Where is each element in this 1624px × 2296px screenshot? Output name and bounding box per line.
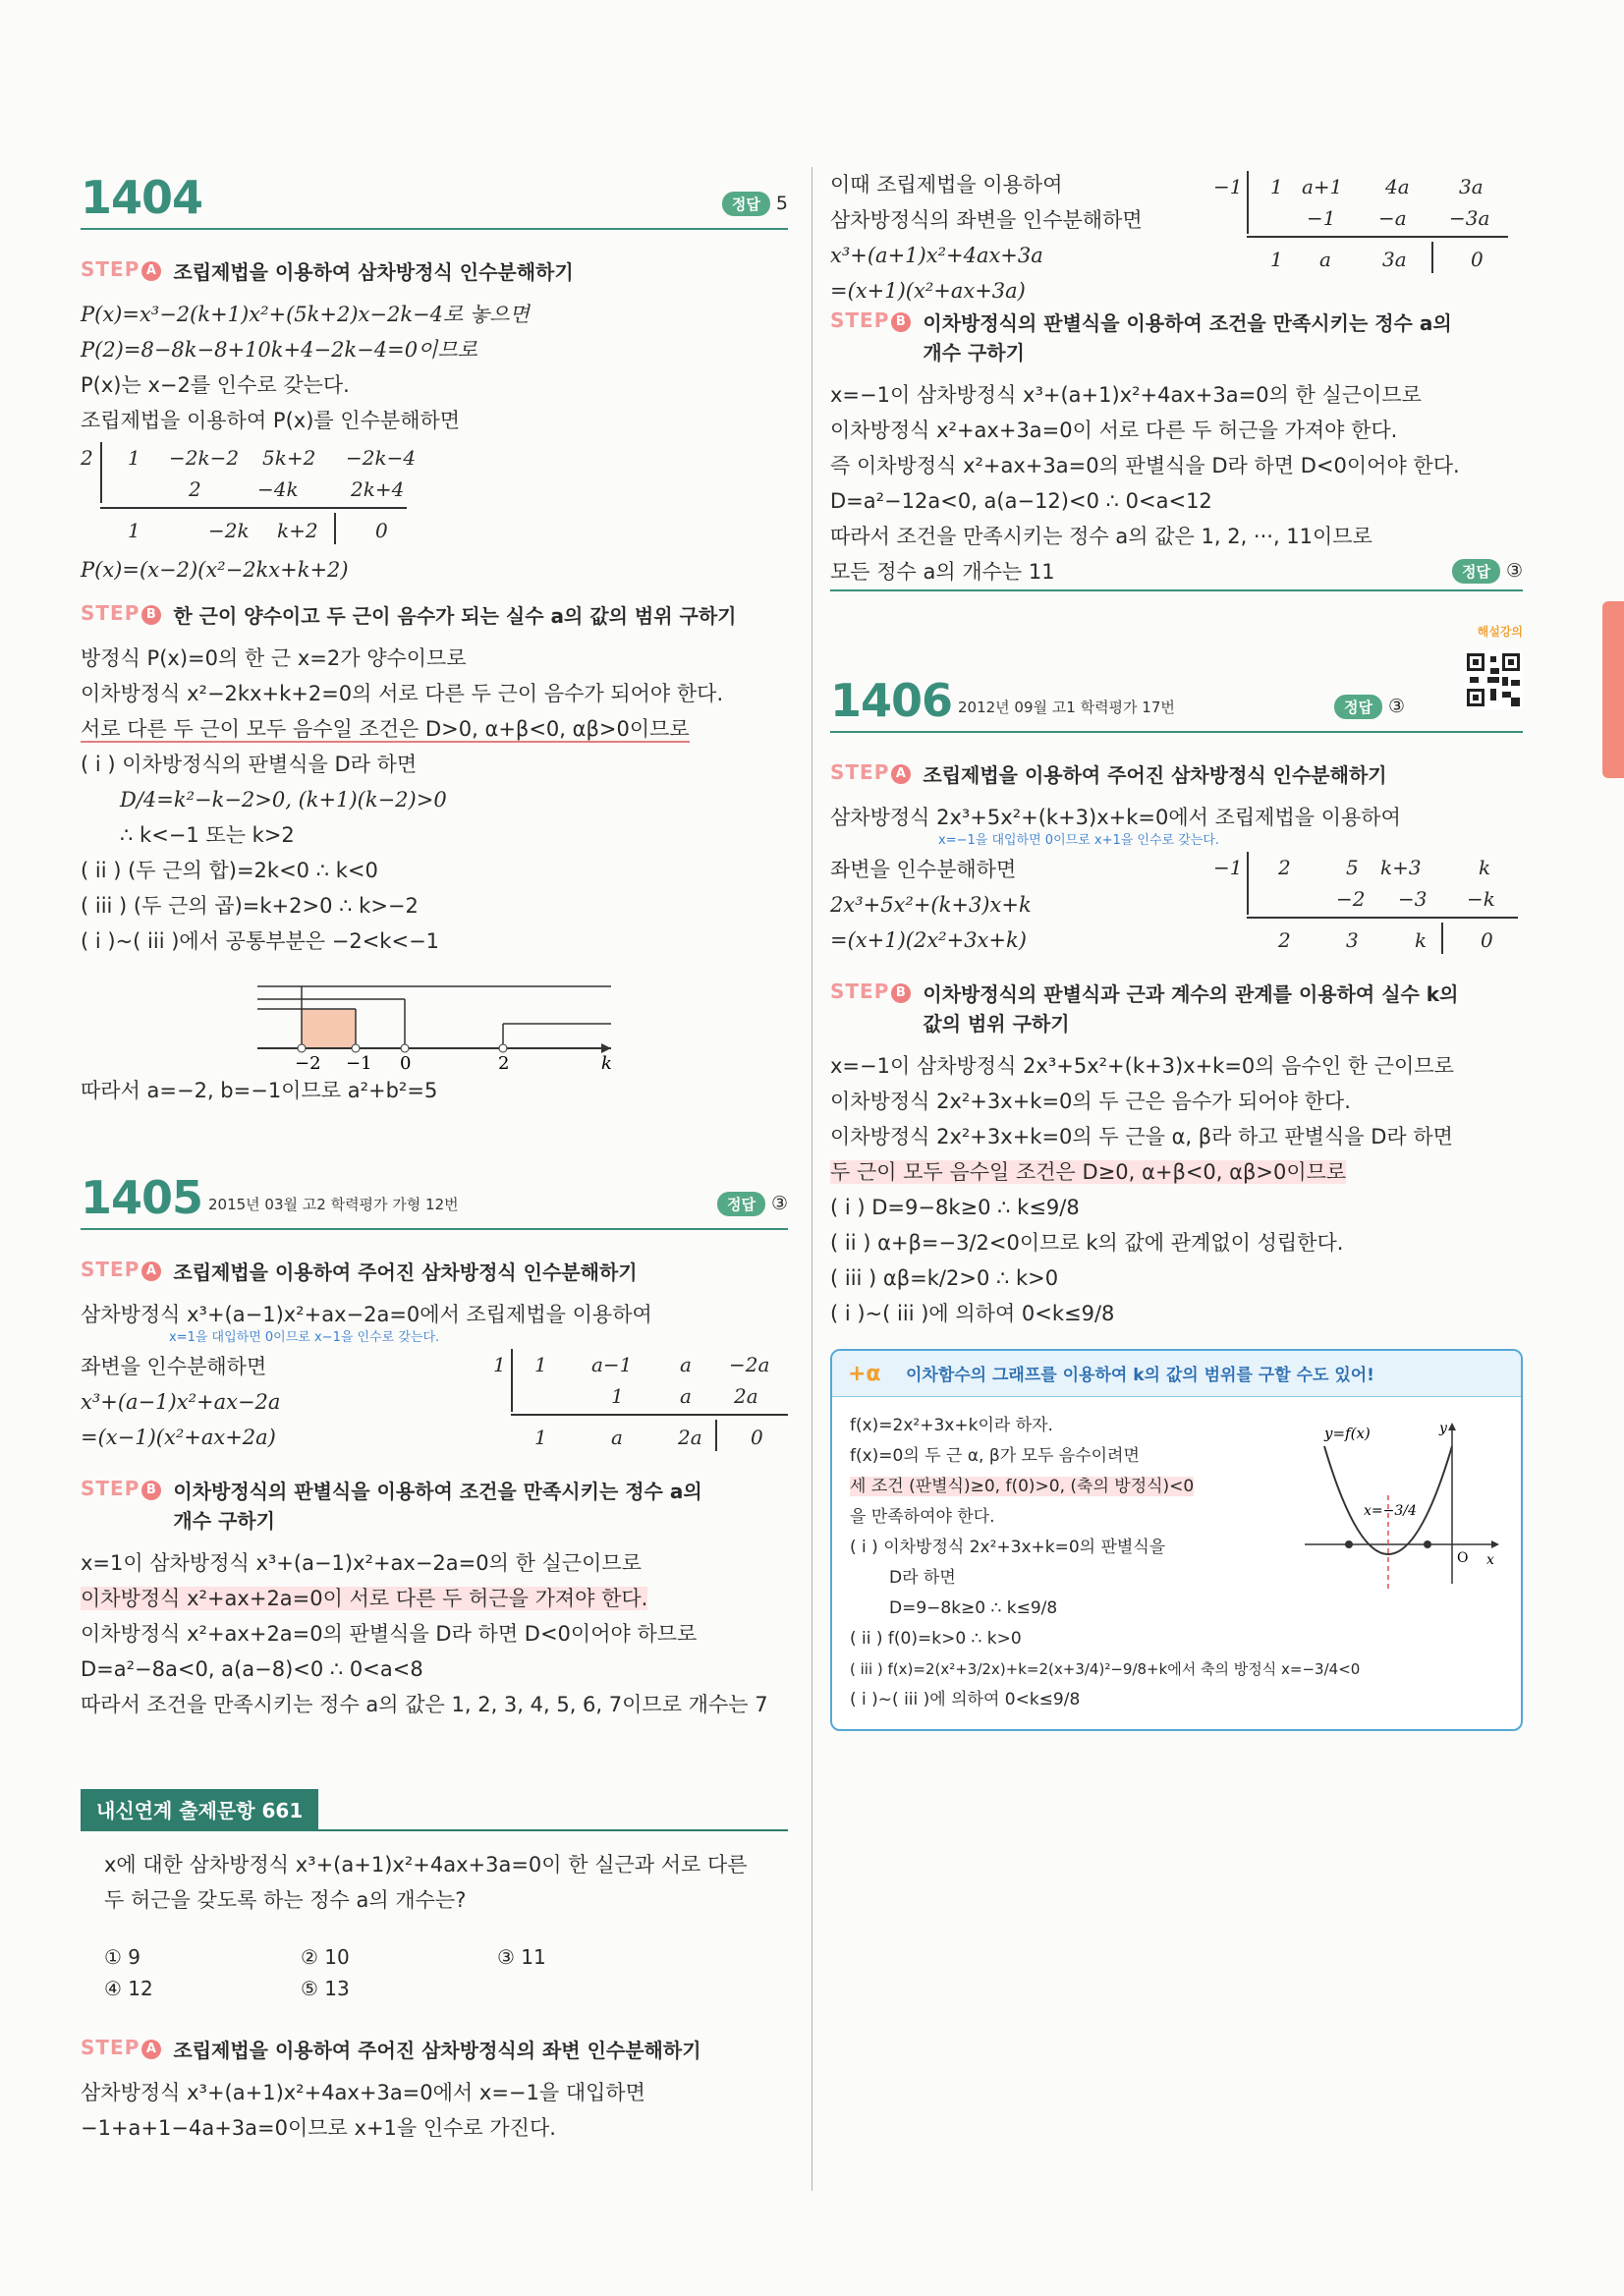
syn-cell: 5	[1346, 856, 1359, 879]
answer: 정답 ③	[1334, 695, 1405, 719]
factor-block	[81, 1349, 788, 1457]
parabola-graph	[1305, 1417, 1501, 1594]
problem-source: 2012년 09월 고1 학력평가 17번	[958, 699, 1175, 716]
step-title: 조립제법을 이용하여 주어진 삼차방정식 인수분해하기	[173, 1260, 638, 1284]
text-line: 따라서 조건을 만족시키는 정수 a의 값은 1, 2, 3, 4, 5, 6, 7이므로 개수는 7	[81, 1693, 768, 1716]
problem-source: 2015년 03월 고2 학력평가 가형 12번	[208, 1196, 459, 1213]
step-title: 이차방정식의 판별식과 근과 계수의 관계를 이용하여 실수 k의 값의 범위 구하기	[923, 982, 1459, 1036]
choice: ④ 12	[104, 1977, 153, 2000]
problem-number: 1406	[830, 674, 953, 727]
synthetic-division	[1213, 852, 1518, 960]
text-line: D라 하면	[889, 1568, 956, 1588]
text-line: 을 만족하여야 한다.	[850, 1507, 995, 1527]
text-line: D/4=k²−k−2>0, (k+1)(k−2)>0	[120, 788, 447, 812]
text-line: ( i ) D=9−8k≥0 ∴ k≤9/8	[830, 1196, 1080, 1219]
syn-root: −1	[1213, 856, 1243, 879]
step-a	[81, 1258, 788, 1287]
syn-root: −1	[1213, 175, 1243, 198]
step-b	[830, 308, 1523, 367]
text-line: 이차방정식 x²+ax+2a=0의 판별식을 D라 하면 D<0이어야 하므로	[81, 1622, 698, 1646]
text-line: =(x−1)(x²+ax+2a)	[81, 1426, 276, 1449]
text-line: ∴ k<−1 또는 k>2	[120, 823, 295, 847]
step-tag: STEP B	[81, 1477, 161, 1500]
step-tag: STEP B	[830, 980, 911, 1003]
syn-cell: 0	[1471, 248, 1484, 271]
left-column	[81, 157, 788, 2146]
step-a	[81, 2036, 788, 2065]
step-tag: STEP A	[830, 760, 911, 784]
text-line: D=9−8k≥0 ∴ k≤9/8	[889, 1598, 1058, 1618]
syn-cell: a	[680, 1353, 692, 1376]
syn-cell: −2k−4	[346, 446, 417, 470]
step-tag: STEP A	[81, 2036, 161, 2059]
text-line: P(2)=8−8k−8+10k+4−2k−4=0이므로	[81, 338, 477, 362]
syn-cell: a+1	[1302, 175, 1343, 198]
syn-cell: −k	[1467, 887, 1495, 911]
step-a	[830, 760, 1523, 790]
plus-alpha-body	[832, 1397, 1521, 1729]
syn-cell: a−1	[591, 1353, 633, 1376]
syn-root: 2	[81, 446, 93, 470]
text-line: P(x)=x³−2(k+1)x²+(5k+2)x−2k−4로 놓으면	[81, 303, 530, 326]
text-line: =(x+1)(2x²+3x+k)	[830, 928, 1027, 952]
synthetic-division	[81, 438, 788, 552]
syn-cell: −2a	[729, 1353, 770, 1376]
text-line: D=a²−8a<0, a(a−8)<0 ∴ 0<a<8	[81, 1657, 423, 1681]
text-line: 삼차방정식 2x³+5x²+(k+3)x+k=0에서 조립제법을 이용하여	[830, 806, 1401, 829]
plus-alpha-header	[832, 1351, 1521, 1397]
factor-line: P(x)=(x−2)(x²−2kx+k+2)	[81, 558, 349, 582]
text-line: 서로 다른 두 근이 모두 음수일 조건은 D>0, α+β<0, αβ>0이므로	[81, 717, 690, 741]
syn-cell: 4a	[1385, 175, 1410, 198]
text-line: 이차방정식 x²−2kx+k+2=0의 서로 다른 두 근이 음수가 되어야 한다.	[81, 682, 724, 705]
step-b	[81, 1477, 788, 1536]
common-region	[302, 1009, 356, 1048]
syn-cell: 3	[1346, 928, 1359, 952]
synthetic-division	[1213, 171, 1508, 279]
syn-cell: −3a	[1449, 206, 1490, 230]
related-question	[81, 1847, 788, 2000]
tick-label: 2	[498, 1053, 510, 1073]
tick-label: 0	[400, 1053, 412, 1073]
step-title: 조립제법을 이용하여 주어진 삼차방정식의 좌변 인수분해하기	[173, 2039, 701, 2062]
page-edge-tab	[1602, 601, 1624, 778]
text-line: 이차방정식 2x²+3x+k=0의 두 근은 음수가 되어야 한다.	[830, 1090, 1351, 1113]
syn-cell: −3	[1398, 887, 1428, 911]
syn-cell: 1	[1270, 248, 1283, 271]
text-line: ( ii ) (두 근의 합)=2k<0 ∴ k<0	[81, 859, 378, 882]
related-title: 내신연계 출제문항 661	[81, 1789, 318, 1829]
syn-cell: 0	[375, 519, 388, 542]
syn-cell: 2a	[678, 1426, 702, 1449]
syn-cell: −4k	[257, 477, 299, 501]
text-line: x=1이 삼차방정식 x³+(a−1)x²+ax−2a=0의 한 실근이므로	[81, 1551, 642, 1575]
syn-cell: 1	[534, 1353, 547, 1376]
y-label: y	[1439, 1421, 1447, 1436]
function-label: y=f(x)	[1324, 1425, 1371, 1442]
factor-block	[830, 852, 1523, 960]
step-tag: STEP A	[81, 257, 161, 281]
syn-cell: 1	[611, 1384, 624, 1408]
syn-cell: 2	[1278, 928, 1291, 952]
step-title: 이차방정식의 판별식을 이용하여 조건을 만족시키는 정수 a의 개수 구하기	[923, 311, 1452, 364]
text-line: ( iii ) f(x)=2(x²+3/2x)+k=2(x+3/4)²−9/8+k에서 축의 방정식 x=−3/4<0	[850, 1660, 1361, 1678]
number-line	[81, 965, 788, 1073]
choice: ① 9	[104, 1945, 141, 1969]
hint-note: x=1을 대입하면 0이므로 x−1을 인수로 갖는다.	[169, 1330, 440, 1345]
syn-cell: 1	[128, 446, 140, 470]
syn-cell: 3a	[1382, 248, 1407, 271]
right-column	[830, 167, 1523, 1731]
text-line: ( i )~( iii )에 의하여 0<k≤9/8	[830, 1302, 1115, 1325]
x-label: x	[1486, 1552, 1494, 1568]
text-line: 조립제법을 이용하여 P(x)를 인수분해하면	[81, 409, 461, 432]
syn-cell: a	[1319, 248, 1331, 271]
text-line: 모든 정수 a의 개수는 11	[830, 560, 1055, 584]
step-title: 조립제법을 이용하여 삼차방정식 인수분해하기	[173, 260, 574, 284]
tick-label: −1	[346, 1053, 372, 1073]
text-line: 방정식 P(x)=0의 한 근 x=2가 양수이므로	[81, 646, 467, 670]
continuation-block	[830, 167, 1523, 303]
syn-cell: 3a	[1459, 175, 1484, 198]
text-line: ( i )~( iii )에서 공통부분은 −2<k<−1	[81, 929, 440, 953]
lecture-label: 해설강의	[1477, 625, 1523, 639]
plus-alpha-title: 이차함수의 그래프를 이용하여 k의 값의 범위를 구할 수도 있어!	[905, 1366, 1374, 1385]
syn-cell: k	[1415, 928, 1428, 952]
syn-cell: −1	[1307, 206, 1336, 230]
text-line: x=−1이 삼차방정식 2x³+5x²+(k+3)x+k=0의 음수인 한 근이므로	[830, 1054, 1454, 1078]
syn-cell: 2	[1278, 856, 1291, 879]
text-line: 이차방정식 2x²+3x+k=0의 두 근을 α, β라 하고 판별식을 D라 하면	[830, 1125, 1453, 1148]
text-line: 이차방정식 x²+ax+3a=0이 서로 다른 두 허근을 가져야 한다.	[830, 419, 1398, 442]
text-line: 이때 조립제법을 이용하여	[830, 173, 1063, 196]
syn-cell: k	[1479, 856, 1491, 879]
text-line: 두 근이 모두 음수일 조건은 D≥0, α+β<0, αβ>0이므로	[830, 1160, 1347, 1184]
text-line: =(x+1)(x²+ax+3a)	[830, 279, 1026, 303]
origin-label: O	[1457, 1550, 1469, 1566]
syn-cell: k+2	[277, 519, 318, 542]
problem-1406-header	[830, 625, 1523, 733]
text-line: ( ii ) α+β=−3/2<0이므로 k의 값에 관계없이 성립한다.	[830, 1231, 1344, 1255]
step-title: 한 근이 양수이고 두 근이 음수가 되는 실수 a의 값의 범위 구하기	[173, 604, 737, 628]
axis-label: x=−3/4	[1364, 1503, 1417, 1519]
hint-note: x=−1을 대입하면 0이므로 x+1을 인수로 갖는다.	[938, 833, 1220, 848]
text-line: 두 허근을 갖도록 하는 정수 a의 개수는?	[104, 1888, 467, 1912]
syn-cell: k+3	[1380, 856, 1422, 879]
tick-label: −2	[295, 1053, 321, 1073]
problem-number: 1405	[81, 1171, 203, 1224]
syn-cell: a	[611, 1426, 623, 1449]
answer-row	[830, 554, 1523, 591]
text-line: P(x)는 x−2를 인수로 갖는다.	[81, 373, 350, 397]
problem-number: 1404	[81, 171, 203, 224]
syn-cell: 2k+4	[351, 477, 405, 501]
problem-1404-header	[81, 157, 788, 230]
syn-cell: 0	[1481, 928, 1493, 952]
text-line: ( i ) 이차방정식의 판별식을 D라 하면	[81, 753, 418, 776]
text-line: 삼차방정식 x³+(a−1)x²+ax−2a=0에서 조립제법을 이용하여	[81, 1303, 652, 1326]
syn-cell: 2a	[734, 1384, 758, 1408]
text-line: 좌변을 인수분해하면	[830, 858, 1017, 881]
text-line: x³+(a−1)x²+ax−2a	[81, 1390, 281, 1414]
syn-cell: 5k+2	[262, 446, 316, 470]
step-title: 조립제법을 이용하여 주어진 삼차방정식 인수분해하기	[923, 763, 1387, 787]
synthetic-division	[493, 1349, 788, 1457]
syn-cell: 1	[534, 1426, 547, 1449]
tick-label: k	[601, 1053, 612, 1073]
syn-cell: −2k−2	[169, 446, 240, 470]
step-tag: STEP B	[81, 601, 161, 625]
text-line: 삼차방정식의 좌변을 인수분해하면	[830, 208, 1143, 232]
step-tag: STEP B	[830, 308, 911, 332]
syn-cell: a	[680, 1384, 692, 1408]
text-line: 세 조건 (판별식)≥0, f(0)>0, (축의 방정식)<0	[850, 1477, 1195, 1496]
text-line: 즉 이차방정식 x²+ax+3a=0의 판별식을 D라 하면 D<0이어야 한다.	[830, 454, 1460, 477]
step-b	[81, 601, 788, 631]
answer: 정답 5	[722, 192, 788, 216]
text-line: x에 대한 삼차방정식 x³+(a+1)x²+4ax+3a=0이 한 실근과 서로 다른	[104, 1853, 748, 1876]
text-line: x=−1이 삼차방정식 x³+(a+1)x²+4ax+3a=0의 한 실근이므로	[830, 383, 1422, 407]
step-a	[81, 257, 788, 287]
syn-root: 1	[493, 1353, 506, 1376]
syn-cell: 2	[189, 477, 201, 501]
choices	[104, 1945, 788, 2000]
step-title: 이차방정식의 판별식을 이용하여 조건을 만족시키는 정수 a의 개수 구하기	[173, 1480, 702, 1533]
text-line: 따라서 조건을 만족시키는 정수 a의 값은 1, 2, ···, 11이므로	[830, 525, 1372, 548]
choice: ③ 11	[497, 1945, 546, 1969]
text-line: D=a²−12a<0, a(a−12)<0 ∴ 0<a<12	[830, 489, 1212, 513]
step-tag: STEP A	[81, 1258, 161, 1281]
text-line: f(x)=0의 두 근 α, β가 모두 음수이려면	[850, 1446, 1140, 1466]
choice: ② 10	[301, 1945, 350, 1969]
choice: ⑤ 13	[301, 1977, 350, 2000]
text-line: 2x³+5x²+(k+3)x+k	[830, 893, 1032, 917]
syn-cell: −2	[1336, 887, 1366, 911]
text-line: −1+a+1−4a+3a=0이므로 x+1을 인수로 가진다.	[81, 2116, 556, 2140]
plus-alpha-mark: +α	[848, 1362, 881, 1386]
related-problem-header	[81, 1781, 788, 1831]
syn-cell: −2k	[208, 519, 250, 542]
text-line: 삼차방정식 x³+(a+1)x²+4ax+3a=0에서 x=−1을 대입하면	[81, 2081, 645, 2104]
text-line: f(x)=2x²+3x+k이라 하자.	[850, 1416, 1053, 1435]
syn-cell: −a	[1378, 206, 1407, 230]
text-line: 이차방정식 x²+ax+2a=0이 서로 다른 두 허근을 가져야 한다.	[81, 1587, 648, 1610]
text-line: x³+(a+1)x²+4ax+3a	[830, 244, 1043, 267]
answer: 정답 ③	[717, 1192, 788, 1216]
text-line: ( iii ) (두 근의 곱)=k+2>0 ∴ k>−2	[81, 894, 419, 918]
qr-code-icon[interactable]	[1464, 650, 1523, 709]
plus-alpha-box	[830, 1349, 1523, 1731]
syn-cell: 1	[128, 519, 140, 542]
text-line: 좌변을 인수분해하면	[81, 1355, 267, 1378]
answer: 정답 ③	[1452, 559, 1523, 584]
problem-1405-header	[81, 1157, 788, 1230]
step-b	[830, 980, 1523, 1038]
text-line: ( iii ) αβ=k/2>0 ∴ k>0	[830, 1266, 1059, 1290]
text-line: ( i ) 이차방정식 2x²+3x+k=0의 판별식을	[850, 1538, 1166, 1557]
text-line: ( ii ) f(0)=k>0 ∴ k>0	[850, 1629, 1022, 1649]
syn-cell: 1	[1270, 175, 1283, 198]
text-line: ( i )~( iii )에 의하여 0<k≤9/8	[850, 1690, 1081, 1709]
syn-cell: 0	[751, 1426, 763, 1449]
conclusion: 따라서 a=−2, b=−1이므로 a²+b²=5	[81, 1079, 438, 1102]
